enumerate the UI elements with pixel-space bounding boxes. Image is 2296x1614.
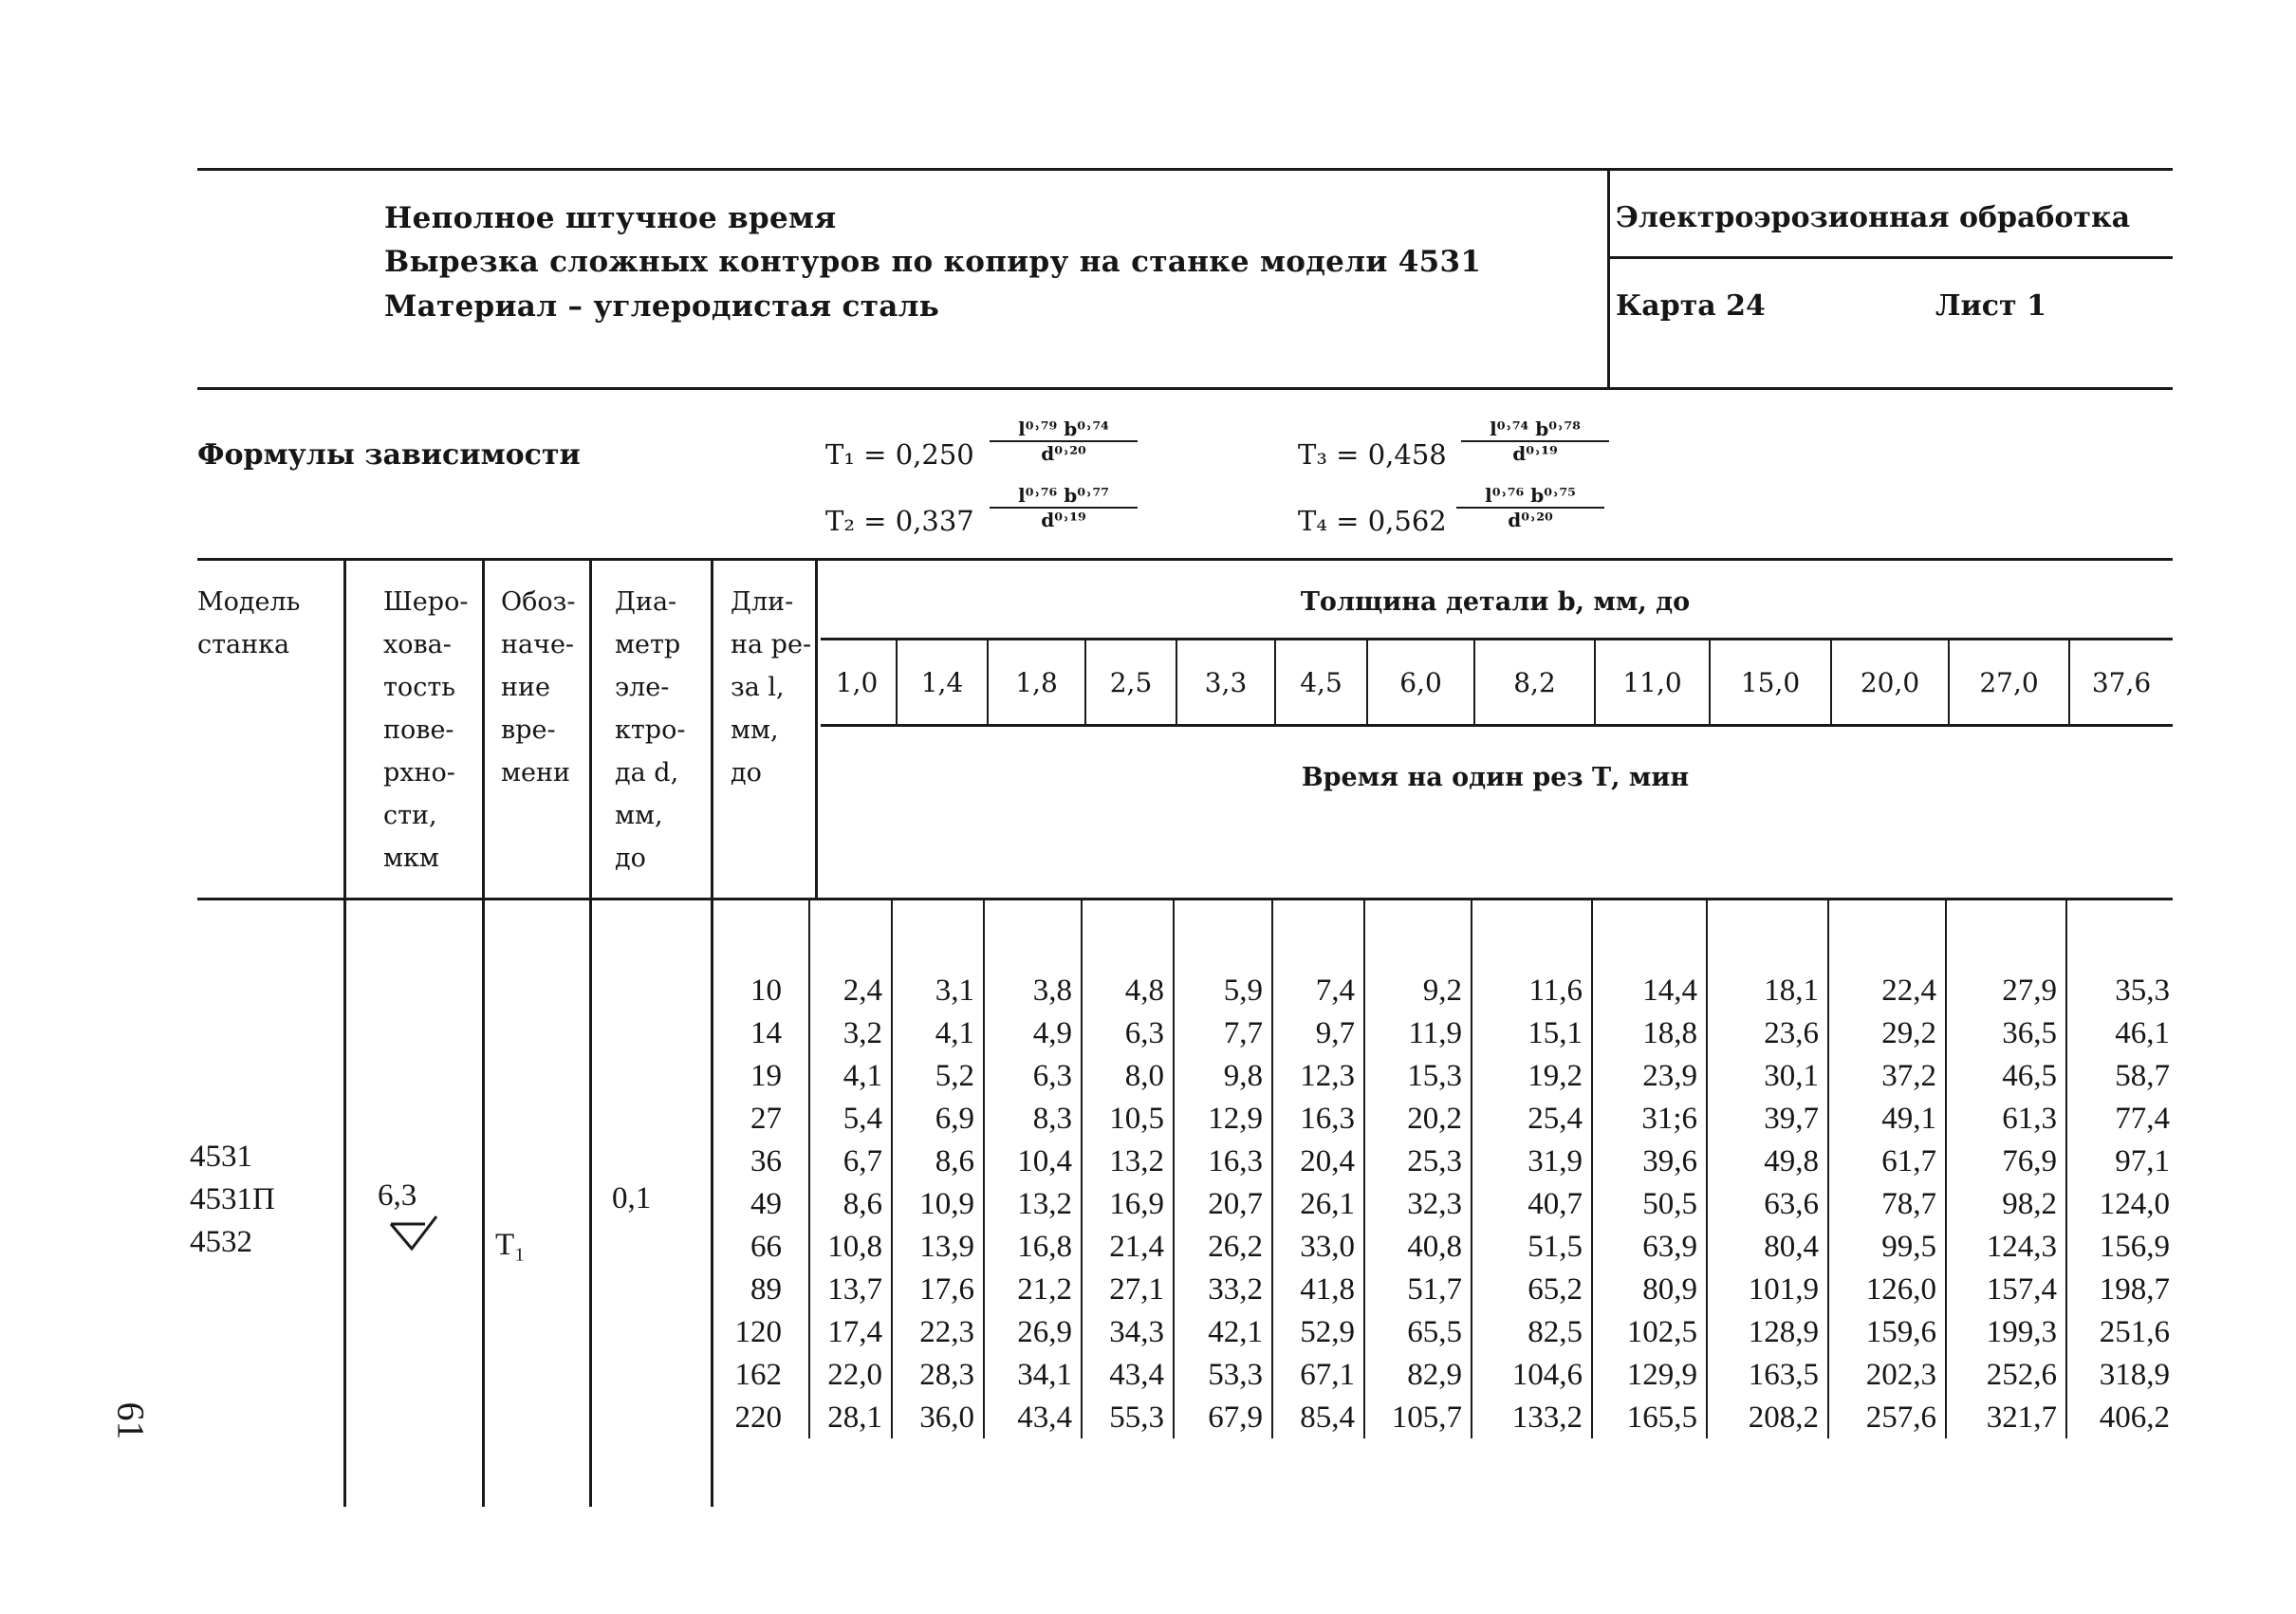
col-header-designation: Обоз- наче- ние вре- мени [501,587,576,788]
title-line-1: Неполное штучное время [384,201,837,235]
time-cell: 13,2 [1109,1144,1164,1178]
length-cell: 162 [734,1358,782,1392]
time-cell: 101,9 [1748,1272,1819,1307]
time-cell: 5,9 [1223,974,1263,1008]
time-cell: 202,3 [1865,1358,1936,1392]
page-number: 61 [109,1401,153,1440]
time-cell: 41,8 [1300,1272,1355,1307]
time-cell: 9,2 [1422,974,1462,1008]
time-cell: 51,7 [1407,1272,1462,1307]
formula-t1-fraction [990,417,1138,465]
time-cell: 39,6 [1642,1144,1697,1178]
time-cell: 49,8 [1764,1144,1819,1178]
time-cell: 23,6 [1764,1016,1819,1050]
time-cell: 61,3 [2002,1102,2057,1136]
length-cell: 66 [750,1230,782,1264]
time-cell: 17,6 [919,1272,974,1307]
time-cell: 63,9 [1642,1230,1697,1264]
roughness-symbol-icon [387,1215,440,1254]
time-cell: 2,4 [842,974,882,1008]
time-cell: 43,4 [1017,1401,1072,1435]
time-cell: 34,1 [1017,1358,1072,1392]
thickness-value: 15,0 [1740,667,1801,698]
col-sep-3 [589,558,592,1507]
thickness-value: 3,3 [1204,667,1248,698]
time-cell: 251,6 [2099,1315,2170,1349]
time-cell: 53,3 [1208,1358,1263,1392]
formula-t4-fraction [1456,484,1604,531]
time-cell: 10,5 [1109,1102,1164,1136]
time-cell: 40,7 [1528,1187,1583,1221]
time-cell: 7,4 [1315,974,1355,1008]
length-cell: 10 [750,974,782,1008]
time-cell: 61,7 [1881,1144,1936,1178]
length-column [713,970,782,1439]
thickness-value: 1,4 [920,667,964,698]
formula-t1-numerator: l⁰˒⁷⁹ b⁰˒⁷⁴ [990,417,1138,442]
time-cell: 49,1 [1881,1102,1936,1136]
time-cell: 76,9 [2002,1144,2057,1178]
time-cell: 13,9 [919,1230,974,1264]
time-cell: 4,9 [1032,1016,1072,1050]
col-header-length: Дли- на ре- за l, мм, до [731,587,812,788]
time-cell: 12,9 [1208,1102,1263,1136]
time-column [1081,970,1164,1439]
time-cell: 42,1 [1208,1315,1263,1349]
formula-t4-lhs: T₄ = 0,562 [1298,505,1447,537]
time-cell: 8,6 [842,1187,882,1221]
time-cell: 104,6 [1511,1358,1583,1392]
time-column [1591,970,1697,1439]
time-cell: 5,4 [842,1102,882,1136]
time-cell: 43,4 [1109,1358,1164,1392]
time-cell: 3,8 [1032,974,1072,1008]
time-cell: 321,7 [1986,1401,2057,1435]
time-cell: 3,1 [935,974,974,1008]
time-cell: 208,2 [1748,1401,1819,1435]
model-item: 4531 [190,1140,252,1174]
time-cell: 98,2 [2002,1187,2057,1221]
time-cell: 199,3 [1986,1315,2057,1349]
col-header-model: Модель станка [197,587,301,659]
time-cell: 18,1 [1764,974,1819,1008]
time-cell: 16,9 [1109,1187,1164,1221]
time-cell: 77,4 [2115,1102,2170,1136]
time-cell: 23,9 [1642,1059,1697,1093]
time-cell: 8,0 [1124,1059,1164,1093]
time-cell: 128,9 [1748,1315,1819,1349]
length-cell: 120 [734,1315,782,1349]
time-cell: 82,5 [1528,1315,1583,1349]
table-top-rule [197,558,2173,561]
time-cell: 20,2 [1407,1102,1462,1136]
time-cell: 19,2 [1528,1059,1583,1093]
time-cell: 198,7 [2099,1272,2170,1307]
model-item: 4531П [190,1182,275,1216]
time-cell: 8,6 [935,1144,974,1178]
time-column [2065,970,2170,1439]
formula-t3-fraction [1461,417,1609,465]
time-cell: 6,9 [935,1102,974,1136]
thickness-value: 1,8 [1015,667,1058,698]
time-cell: 85,4 [1300,1401,1355,1435]
time-column [1706,970,1819,1439]
thickness-value: 1,0 [835,667,879,698]
time-cell: 36,5 [2002,1016,2057,1050]
formula-t3-lhs: T₃ = 0,458 [1298,438,1447,471]
time-cell: 82,9 [1407,1358,1462,1392]
time-cell: 26,2 [1208,1230,1263,1264]
time-cell: 133,2 [1511,1401,1583,1435]
time-cell: 67,9 [1208,1401,1263,1435]
model-item: 4532 [190,1225,252,1259]
time-cell: 22,4 [1881,974,1936,1008]
time-cell: 126,0 [1865,1272,1936,1307]
time-cell: 6,7 [842,1144,882,1178]
time-cell: 124,0 [2099,1187,2170,1221]
formula-t4-denominator: d⁰˒²⁰ [1508,509,1553,531]
time-cell: 30,1 [1764,1059,1819,1093]
time-cell: 28,3 [919,1358,974,1392]
thickness-value: 20,0 [1860,667,1920,698]
time-cell: 14,4 [1642,974,1697,1008]
thickness-value: 2,5 [1109,667,1153,698]
time-cell: 16,8 [1017,1230,1072,1264]
time-cell: 10,9 [919,1187,974,1221]
time-cell: 33,2 [1208,1272,1263,1307]
time-cell: 7,7 [1223,1016,1263,1050]
formula-t1-denominator: d⁰˒²⁰ [1041,442,1086,465]
time-cell: 15,3 [1407,1059,1462,1093]
col-header-roughness: Шеро- хова- тость пове- рхно- сти, мкм [383,587,469,873]
time-cell: 65,2 [1528,1272,1583,1307]
time-cell: 27,9 [2002,974,2057,1008]
time-title: Время на один рез Т, мин [1301,763,1690,792]
time-column [983,970,1072,1439]
thickness-top-rule [821,638,2173,640]
time-cell: 80,4 [1764,1230,1819,1264]
designation-value: T₁ [495,1228,526,1262]
formula-t4-numerator: l⁰˒⁷⁶ b⁰˒⁷⁵ [1456,484,1604,509]
length-cell: 14 [750,1016,782,1050]
time-cell: 12,3 [1300,1059,1355,1093]
time-cell: 17,4 [827,1315,882,1349]
time-cell: 52,9 [1300,1315,1355,1349]
time-cell: 25,3 [1407,1144,1462,1178]
time-cell: 11,6 [1528,974,1583,1008]
time-cell: 20,7 [1208,1187,1263,1221]
time-cell: 21,2 [1017,1272,1072,1307]
time-cell: 5,2 [935,1059,974,1093]
col-header-diameter: Диа- метр эле- ктро- да d, мм, до [615,587,686,873]
time-cell: 15,1 [1528,1016,1583,1050]
time-column [1271,970,1355,1439]
time-cell: 16,3 [1208,1144,1263,1178]
time-cell: 50,5 [1642,1187,1697,1221]
roughness-value: 6,3 [378,1178,417,1213]
time-cell: 37,2 [1881,1059,1936,1093]
time-column [1173,970,1263,1439]
length-cell: 19 [750,1059,782,1093]
col-sep-2 [482,558,485,1507]
time-cell: 22,0 [827,1358,882,1392]
time-cell: 33,0 [1300,1230,1355,1264]
time-cell: 31,9 [1528,1144,1583,1178]
time-cell: 97,1 [2115,1144,2170,1178]
time-cell: 105,7 [1391,1401,1462,1435]
formula-t2-fraction [990,484,1138,531]
time-cell: 157,4 [1986,1272,2057,1307]
time-cell: 21,4 [1109,1230,1164,1264]
formula-t1-lhs: T₁ = 0,250 [825,438,974,471]
time-cell: 102,5 [1626,1315,1697,1349]
time-cell: 20,4 [1300,1144,1355,1178]
time-cell: 13,7 [827,1272,882,1307]
length-cell: 89 [750,1272,782,1307]
time-cell: 159,6 [1865,1315,1936,1349]
length-cell: 27 [750,1102,782,1136]
time-cell: 16,3 [1300,1102,1355,1136]
time-cell: 28,1 [827,1401,882,1435]
time-column [808,970,882,1439]
formula-t2-numerator: l⁰˒⁷⁶ b⁰˒⁷⁷ [990,484,1138,509]
header-top-rule [197,168,2173,171]
model-list [190,1136,275,1264]
time-cell: 26,9 [1017,1315,1072,1349]
thickness-value: 6,0 [1399,667,1442,698]
time-cell: 156,9 [2099,1230,2170,1264]
time-column [1945,970,2057,1439]
section-title: Электроэрозионная обработка [1616,201,2131,234]
length-cell: 220 [734,1401,782,1435]
time-cell: 39,7 [1764,1102,1819,1136]
col-sep-1 [343,558,346,1507]
time-column [1471,970,1583,1439]
time-cell: 8,3 [1032,1102,1072,1136]
time-cell: 124,3 [1986,1230,2057,1264]
formula-t2-lhs: T₂ = 0,337 [825,505,974,537]
time-cell: 18,8 [1642,1016,1697,1050]
formula-t3-denominator: d⁰˒¹⁹ [1512,442,1558,465]
thickness-title: Толщина детали b, мм, до [1300,587,1691,617]
time-cell: 22,3 [919,1315,974,1349]
thickness-bottom-rule [821,724,2173,727]
time-cell: 13,2 [1017,1187,1072,1221]
time-cell: 34,3 [1109,1315,1164,1349]
time-cell: 318,9 [2099,1358,2170,1392]
time-cell: 6,3 [1124,1016,1164,1050]
time-cell: 55,3 [1109,1401,1164,1435]
length-cell: 49 [750,1187,782,1221]
time-cell: 29,2 [1881,1016,1936,1050]
time-cell: 46,5 [2002,1059,2057,1093]
title-line-3: Материал – углеродистая сталь [384,289,940,324]
time-column [1827,970,1936,1439]
time-cell: 163,5 [1748,1358,1819,1392]
time-cell: 6,3 [1032,1059,1072,1093]
time-cell: 65,5 [1407,1315,1462,1349]
time-cell: 80,9 [1642,1272,1697,1307]
time-cell: 10,8 [827,1230,882,1264]
length-cell: 36 [750,1144,782,1178]
time-cell: 257,6 [1865,1401,1936,1435]
table-header-bottom-rule [197,898,2173,900]
sheet-number: Лист 1 [1935,289,2046,323]
header-right-rule [1610,256,2173,259]
time-cell: 9,7 [1315,1016,1355,1050]
time-cell: 36,0 [919,1401,974,1435]
time-cell: 165,5 [1626,1401,1697,1435]
formula-t3-numerator: l⁰˒⁷⁴ b⁰˒⁷⁸ [1461,417,1609,442]
formula-t2-denominator: d⁰˒¹⁹ [1041,509,1086,531]
time-cell: 67,1 [1300,1358,1355,1392]
time-cell: 78,7 [1881,1187,1936,1221]
time-cell: 99,5 [1881,1230,1936,1264]
title-line-2: Вырезка сложных контуров по копиру на станке модели 4531 [384,245,1482,279]
time-cell: 40,8 [1407,1230,1462,1264]
time-cell: 63,6 [1764,1187,1819,1221]
time-cell: 10,4 [1017,1144,1072,1178]
thickness-value: 11,0 [1622,667,1682,698]
time-cell: 32,3 [1407,1187,1462,1221]
time-cell: 25,4 [1528,1102,1583,1136]
thickness-value: 37,6 [2091,667,2152,698]
time-cell: 35,3 [2115,974,2170,1008]
card-number: Карта 24 [1616,289,1766,323]
time-cell: 406,2 [2099,1401,2170,1435]
time-cell: 31;6 [1641,1102,1697,1136]
thickness-value: 27,0 [1979,667,2039,698]
time-column [1363,970,1462,1439]
time-cell: 11,9 [1408,1016,1462,1050]
time-cell: 129,9 [1626,1358,1697,1392]
time-cell: 58,7 [2115,1059,2170,1093]
time-cell: 27,1 [1109,1272,1164,1307]
diameter-value: 0,1 [612,1181,652,1215]
header-divider [1607,168,1610,389]
time-cell: 252,6 [1986,1358,2057,1392]
time-cell: 3,2 [842,1016,882,1050]
thickness-value: 4,5 [1300,667,1342,698]
formulas-label: Формулы зависимости [197,438,581,472]
time-column [891,970,974,1439]
time-cell: 51,5 [1528,1230,1583,1264]
time-cell: 46,1 [2115,1016,2170,1050]
time-cell: 4,1 [842,1059,882,1093]
time-cell: 26,1 [1300,1187,1355,1221]
time-cell: 4,8 [1124,974,1164,1008]
thickness-value: 8,2 [1513,667,1556,698]
time-cell: 9,8 [1223,1059,1263,1093]
time-cell: 4,1 [935,1016,974,1050]
header-bottom-rule [197,387,2173,390]
